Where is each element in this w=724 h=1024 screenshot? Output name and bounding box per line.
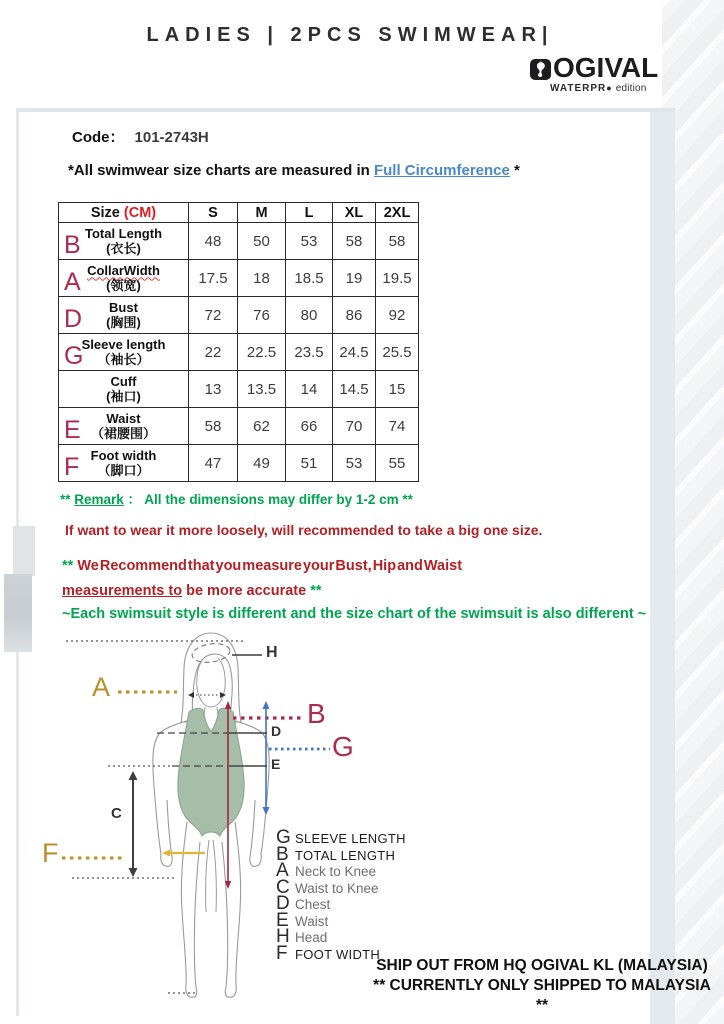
cell-value: 25.5 [376,334,419,371]
row-letter: G [64,342,84,370]
cell-value: 19 [333,260,376,297]
size-unit: (CM) [123,204,157,221]
diagram-label-h: H [266,644,278,661]
cell-value: 76 [238,297,286,334]
cell-value: 22.5 [238,334,286,371]
col-header-l: L [286,203,333,223]
legend-letter: C [276,876,290,898]
cell-value: 13.5 [238,371,286,408]
legend-text: Neck to Knee [295,864,377,879]
row-label-en: CollarWidth [87,262,160,278]
recommend-stars-end: ** [310,583,322,599]
code-label: Code： [72,129,125,146]
row-letter: F [64,453,80,481]
table-row [59,445,419,482]
legend-letter: G [276,827,291,848]
legend-item [276,827,406,848]
size-label: Size [90,204,124,221]
row-label-zh: (领宽) [106,277,141,293]
row-label-zh: （脚口） [97,462,150,478]
legend-item [276,876,406,898]
legend-letter: B [276,843,289,865]
remark-separator: ： [123,492,142,507]
legend-text: Waist [295,913,329,929]
legend-item [276,860,406,881]
note-suffix: * [509,162,520,179]
legend-text: FOOT WIDTH [295,946,381,962]
cell-value: 58 [376,223,419,260]
cell-value: 66 [286,408,333,445]
row-letter: A [64,268,81,296]
diagram-label-a: A [92,672,111,702]
diagram-label-g: G [332,731,354,762]
page-title: LADIES | 2PCS SWIMWEAR| [146,24,554,46]
row-label-en: Sleeve length [81,336,166,352]
swimsuit-shape [178,708,244,836]
edition-label: edition [615,83,647,94]
recommend-text: We Recommend that you measure your Bust, Hip and Waist [77,558,463,574]
table-row [59,334,419,371]
row-label-en: Total Length [84,225,163,241]
remark-text: All the dimensions may differ by 1-2 cm [141,492,403,507]
loose-fit-note: If want to wear it more loosely, will recommended to take a big one size. [65,522,543,538]
cell-value: 14 [286,371,333,408]
card-right-band [650,108,675,1024]
diagram-label-f: F [42,838,59,868]
diagram-label-e: E [271,756,281,772]
recommend-stars-start: ** [62,558,78,574]
figure-face [197,658,225,707]
row-label-zh: (衣长) [106,240,141,256]
waterpro-label: WATERPR [550,83,607,94]
measurement-note [68,162,520,179]
cell-value: 72 [189,297,238,334]
cell-value: 50 [238,223,286,260]
figure-left-leg [181,822,200,997]
diagram-label-c: C [111,805,122,822]
row-letter: E [64,416,81,444]
recommend-note-line1 [62,558,462,574]
cell-value: 18.5 [286,260,333,297]
cell-value: 80 [286,297,333,334]
cell-value: 15 [376,371,419,408]
waterpro-dot: ● [606,83,613,93]
seahorse-logo-icon [530,59,551,80]
cell-value: 55 [376,445,419,482]
cell-value: 14.5 [333,371,376,408]
legend-text: Waist to Knee [295,880,379,896]
cell-value: 17.5 [189,260,238,297]
row-letter: D [64,305,83,333]
col-header-2xl: 2XL [376,203,419,223]
cell-value: 19.5 [376,260,419,297]
cell-value: 49 [238,445,286,482]
cell-value: 51 [286,445,333,482]
cell-value: 53 [286,223,333,260]
row-label-zh: （袖长） [97,351,150,367]
code-value: 101-2743H [134,129,209,146]
row-label-en: Cuff [110,373,137,389]
row-label-zh: (袖口) [106,388,141,404]
recommend-rest: be more accurate [182,583,311,599]
product-code [72,126,209,147]
brand-logo [530,52,690,105]
cell-value: 23.5 [286,334,333,371]
note-prefix: *All swimwear size charts are measured in [68,162,374,179]
cell-value: 74 [376,408,419,445]
recommend-note-line2 [62,583,322,599]
col-header-s: S [189,203,238,223]
card-top-border [17,108,675,112]
legend-item [276,843,406,865]
cell-value: 58 [189,408,238,445]
row-label-en: Waist [106,410,141,426]
legend-text: Head [295,930,328,945]
table-row [59,260,419,297]
measurement-legend [276,827,406,964]
legend-item [276,893,406,914]
remark-note [60,488,413,508]
figure-right-leg [222,822,241,997]
col-header-m: M [238,203,286,223]
legend-text: TOTAL LENGTH [295,847,396,863]
background-fold-dark [4,574,32,652]
background-fold-light [13,526,35,576]
col-header-xl: XL [333,203,376,223]
legend-letter: A [276,860,289,881]
cell-value: 86 [333,297,376,334]
legend-item [276,926,406,947]
row-label-en: Foot width [90,447,157,463]
legend-letter: H [276,926,290,947]
style-difference-note: ~Each swimsuit style is different and the size chart of the swimsuit is also different ~ [62,606,647,622]
row-label-zh: (胸围) [106,314,141,330]
shipping-note [366,956,718,1016]
legend-letter: F [276,942,288,964]
size-table [58,202,419,482]
cell-value: 58 [333,223,376,260]
brand-name: OGIVAL [553,52,659,83]
remark-word: Remark [74,492,124,507]
cell-value: 24.5 [333,334,376,371]
legend-text: Chest [295,897,331,912]
cell-value: 22 [189,334,238,371]
row-label-en: Bust [109,299,138,315]
diagram-label-d: D [271,723,282,739]
shipping-line2: ** CURRENTLY ONLY SHIPPED TO MALAYSIA ** [373,977,711,1014]
legend-item [276,909,406,931]
shipping-line1: SHIP OUT FROM HQ OGIVAL KL (MALAYSIA) [376,957,708,974]
legend-letter: E [276,909,289,931]
legend-text: SLEEVE LENGTH [295,831,406,846]
table-row [59,223,419,260]
cell-value: 47 [189,445,238,482]
full-circumference-link[interactable]: Full Circumference [373,162,510,179]
brand-subtitle [550,83,690,94]
cell-value: 70 [333,408,376,445]
table-row [59,371,419,408]
remark-stars-end: ** [402,492,413,507]
table-row [59,408,419,445]
diagram-label-b: B [307,698,326,729]
table-row [59,297,419,334]
cell-value: 48 [189,223,238,260]
table-header-row [59,203,419,223]
cell-value: 62 [238,408,286,445]
recommend-underlined: measurements to [62,583,183,599]
row-letter: B [64,231,81,259]
row-label-zh: （裙腰围） [90,425,156,441]
remark-stars-start: ** [60,492,75,507]
size-header-cell [59,203,189,223]
cell-value: 13 [189,371,238,408]
cell-value: 18 [238,260,286,297]
legend-letter: D [276,893,290,914]
cell-value: 53 [333,445,376,482]
cell-value: 92 [376,297,419,334]
